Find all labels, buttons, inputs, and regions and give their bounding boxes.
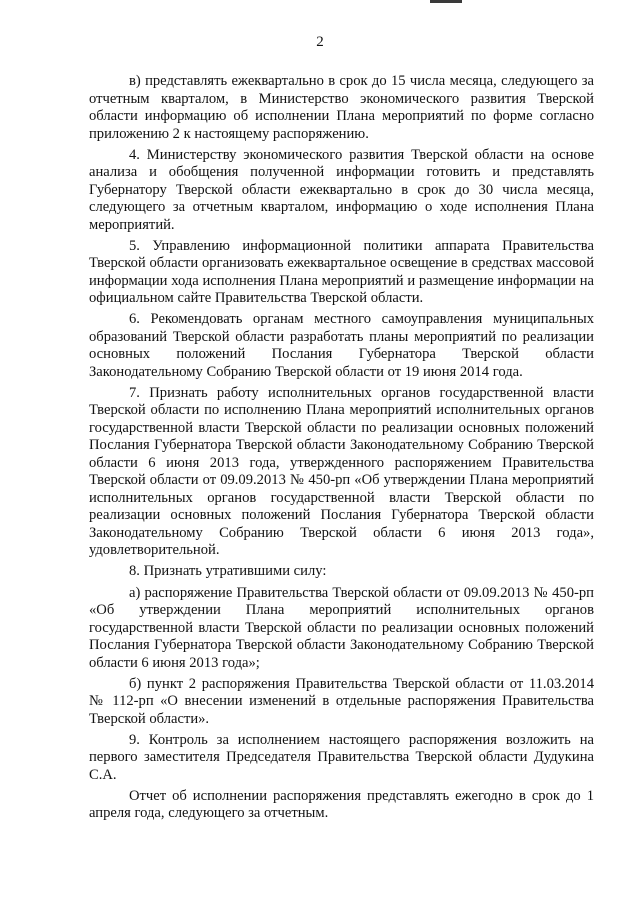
document-body xyxy=(89,73,594,826)
paragraph-8: 8. Признать утратившими силу: xyxy=(129,563,327,580)
paragraph-5: 5. Управлению информационной политики аппарата Правительства Тверской области организовать ежеквартальное освещение в средствах массовой информации хода исполнения Плана мероприятий и размещение информации на официальном сайте Правительства Тверской области. xyxy=(89,237,594,307)
scan-mark xyxy=(430,0,462,3)
paragraph-8a: а) распоряжение Правительства Тверской области от 09.09.2013 № 450-рп «Об утверждении Плана мероприятий исполнительных органов государственной власти Тверской области по реализации основных положений Послания Губернатора Тверской области Законодательному Собранию Тверской области 6 июня 2013 года»; xyxy=(89,584,594,671)
paragraph-report: Отчет об исполнении распоряжения представлять ежегодно в срок до 1 апреля года, следующего за отчетным. xyxy=(89,787,594,822)
paragraph-9: 9. Контроль за исполнением настоящего распоряжения возложить на первого заместителя Председателя Правительства Тверской области Дудукина С.А. xyxy=(89,731,594,783)
paragraph-4: 4. Министерству экономического развития Тверской области на основе анализа и обобщения полученной информации готовить и представлять Губернатору Тверской области ежеквартально в срок до 30 числа месяца, следующего за отчетным кварталом, информацию о ходе исполнения Плана мероприятий. xyxy=(89,146,594,233)
paragraph-8b: б) пункт 2 распоряжения Правительства Тверской области от 11.03.2014 № 112-рп «О внесении изменений в отдельные распоряжения Правительства Тверской области». xyxy=(89,675,594,727)
paragraph-6: 6. Рекомендовать органам местного самоуправления муниципальных образований Тверской области разработать планы мероприятий по реализации основных положений Послания Губернатора Тверской области Законодательному Собранию Тверской области от 19 июня 2014 года. xyxy=(89,311,594,380)
paragraph-7: 7. Признать работу исполнительных органов государственной власти Тверской области по исполнению Плана мероприятий исполнительных органов государственной власти Тверской области по реализации основных положений Послания Губернатора Тверской области Законодательному Собранию Тверской области 6 июня 2013 года, утвержденного распоряжением Правительства Тверской области от 09.09.2013 № 450-рп «Об утверждении Плана мероприятий исполнительных органов государственной власти Тверской области по реализации основных положений Послания Губернатора Тверской области Законодательному Собранию Тверской области 6 июня 2013 года», удовлетворительной. xyxy=(89,384,594,559)
paragraph-3v: в) представлять ежеквартально в срок до 15 числа месяца, следующего за отчетным кварталом, в Министерство экономического развития Тверской области информацию об исполнении Плана мероприятий по форме согласно приложению 2 к настоящему распоряжению. xyxy=(89,73,594,142)
page-number: 2 xyxy=(316,34,324,50)
